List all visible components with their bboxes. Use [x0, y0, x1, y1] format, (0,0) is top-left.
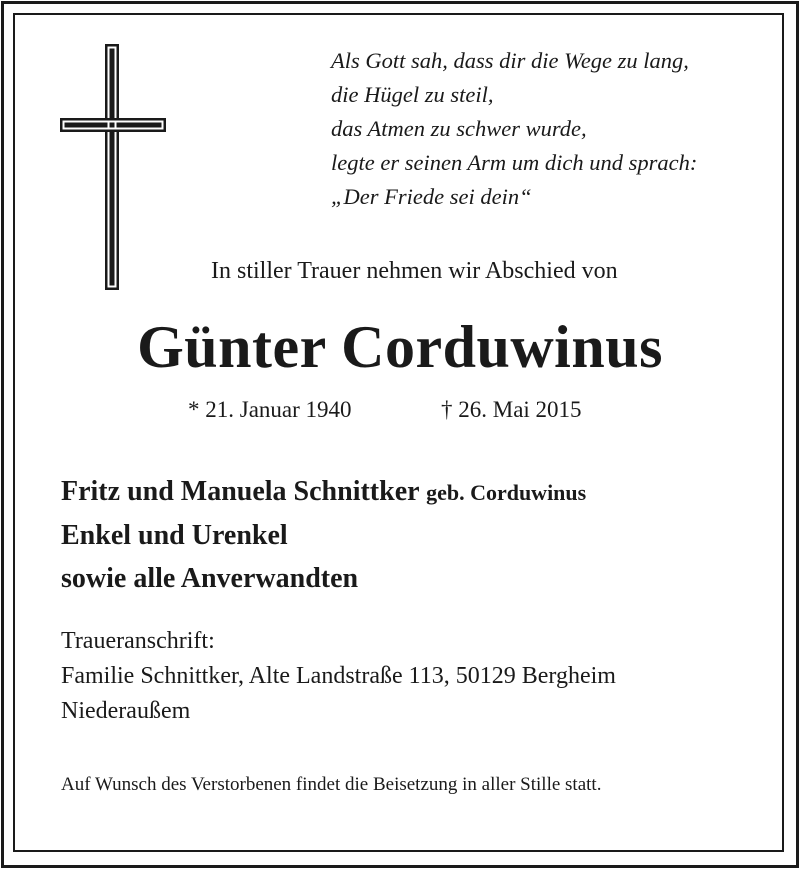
mourner-names: Fritz und Manuela Schnittker — [61, 476, 420, 507]
mourning-address — [61, 624, 616, 729]
intro-text: In stiller Trauer nehmen wir Abschied von — [211, 258, 618, 284]
death-date: † 26. Mai 2015 — [441, 397, 582, 422]
poem-line: legte er seinen Arm um dich und sprach: — [331, 150, 698, 175]
poem-line: Als Gott sah, dass dir die Wege zu lang, — [331, 48, 689, 73]
cross-icon — [58, 44, 168, 290]
poem-line: die Hügel zu steil, — [331, 82, 494, 107]
mourner-line — [61, 470, 586, 514]
birth-date: * 21. Januar 1940 — [188, 397, 352, 422]
mourners-list — [61, 470, 586, 600]
funeral-remark: Auf Wunsch des Verstorbenen findet die Beisetzung in aller Stille statt. — [61, 774, 602, 795]
mourner-line: sowie alle Anverwandten — [61, 563, 359, 594]
maiden-name-note: geb. Corduwinus — [426, 480, 587, 505]
address-line: Familie Schnittker, Alte Landstraße 113, 50129 Bergheim — [61, 663, 616, 689]
deceased-name: Günter Corduwinus — [137, 314, 663, 380]
poem-line: das Atmen zu schwer wurde, — [331, 116, 587, 141]
mourner-line: Enkel und Urenkel — [61, 520, 288, 551]
address-line: Niederaußem — [61, 698, 191, 724]
poem — [331, 44, 697, 214]
address-label: Traueranschrift: — [61, 628, 215, 654]
poem-line: „Der Friede sei dein“ — [331, 184, 532, 209]
